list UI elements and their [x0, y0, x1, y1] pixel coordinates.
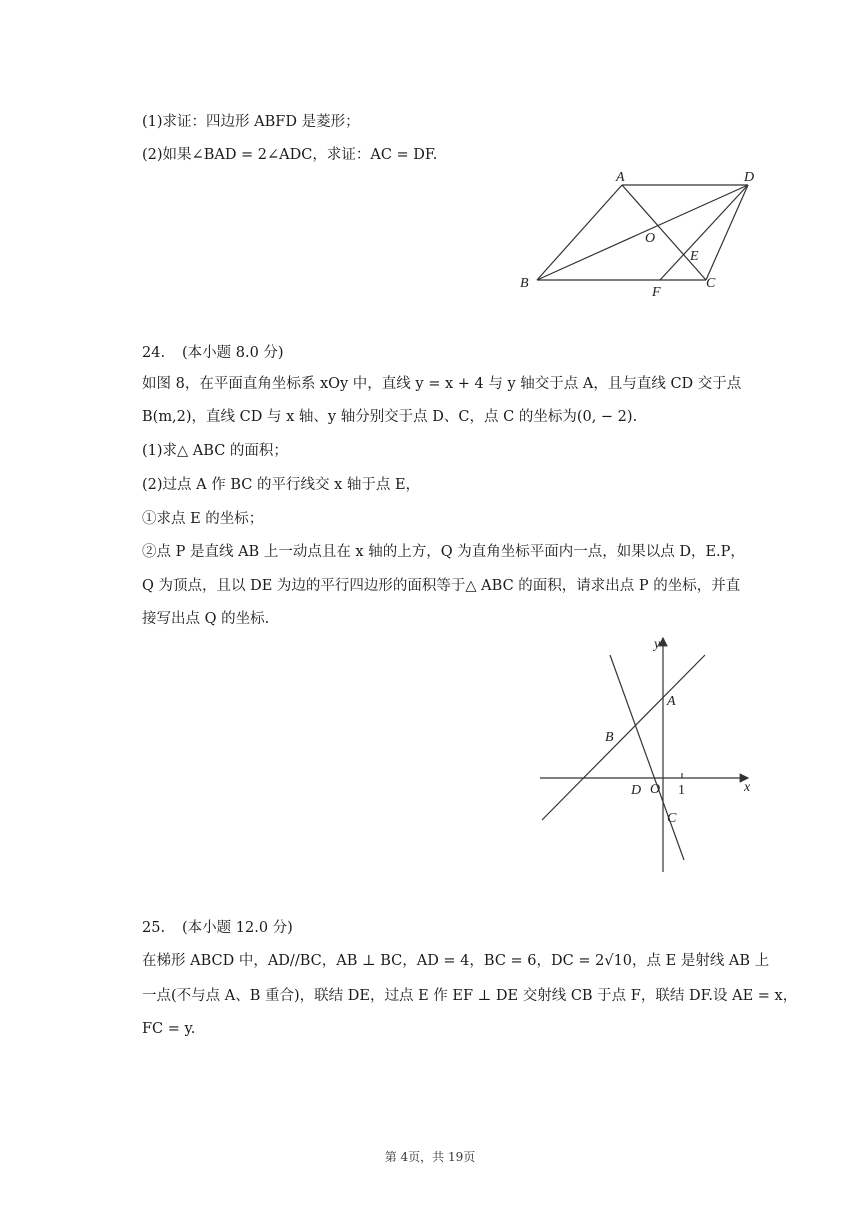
- q24-line2: B(m,2)，直线 CD 与 x 轴、y 轴分别交于点 D、C，点 C 的坐标为(0, − 2).: [142, 409, 638, 425]
- figure-coordinate-plane: [530, 630, 770, 880]
- fig23-label-D: D: [744, 170, 755, 185]
- fig24-label-x: x: [744, 780, 751, 795]
- fig23-label-C: C: [706, 276, 716, 291]
- fig23-label-A: A: [616, 170, 625, 185]
- q25-number: 25.: [142, 920, 166, 936]
- q25-heading: [142, 916, 293, 937]
- q24-score: (本小题 8.0 分): [182, 345, 284, 361]
- figure-rhombus: [505, 162, 775, 302]
- q23-part1: (1)求证：四边形 ABFD 是菱形；: [142, 114, 360, 130]
- q24-line4: (2)过点 A 作 BC 的平行线交 x 轴于点 E，: [142, 477, 421, 493]
- fig24-tick-1: 1: [678, 783, 685, 798]
- q24-number: 24.: [142, 345, 166, 361]
- q24-line7: Q 为顶点，且以 DE 为边的平行四边形的面积等于△ ABC 的面积，请求出点 P 的坐标，并直: [142, 578, 741, 594]
- fig23-label-F: F: [652, 285, 661, 300]
- q25-score: (本小题 12.0 分): [182, 920, 293, 936]
- fig23-label-E: E: [690, 249, 699, 264]
- q24-line8: 接写出点 Q 的坐标.: [142, 611, 270, 627]
- fig24-label-D: D: [631, 783, 642, 798]
- fig24-label-O: O: [650, 782, 661, 797]
- q23-part2: (2)如果∠BAD = 2∠ADC，求证：AC = DF.: [142, 147, 438, 163]
- q24-heading: [142, 341, 284, 362]
- page-footer: 第 4页，共 19页: [384, 1150, 476, 1164]
- q24-line3: (1)求△ ABC 的面积；: [142, 443, 288, 459]
- fig23-label-B: B: [520, 276, 529, 291]
- fig24-label-y: y: [654, 637, 661, 652]
- fig24-label-C: C: [667, 811, 677, 826]
- fig23-label-O: O: [645, 231, 656, 246]
- fig24-label-A: A: [667, 694, 676, 709]
- q24-line1: 如图 8，在平面直角坐标系 xOy 中，直线 y = x + 4 与 y 轴交于点 A，且与直线 CD 交于点: [142, 376, 742, 392]
- q24-line6: ②点 P 是直线 AB 上一动点且在 x 轴的上方，Q 为直角坐标平面内一点，如果以点 D，E.P，: [142, 544, 745, 560]
- q24-line5: ①求点 E 的坐标；: [142, 511, 264, 527]
- q25-line1: 在梯形 ABCD 中，AD//BC，AB ⊥ BC，AD = 4，BC = 6，DC = 2√10，点 E 是射线 AB 上: [142, 953, 770, 969]
- q25-line3: FC = y.: [142, 1021, 196, 1037]
- q25-line2: 一点(不与点 A、B 重合)，联结 DE，过点 E 作 EF ⊥ DE 交射线 CB 于点 F，联结 DF.设 AE = x，: [142, 988, 798, 1004]
- fig24-label-B: B: [605, 730, 614, 745]
